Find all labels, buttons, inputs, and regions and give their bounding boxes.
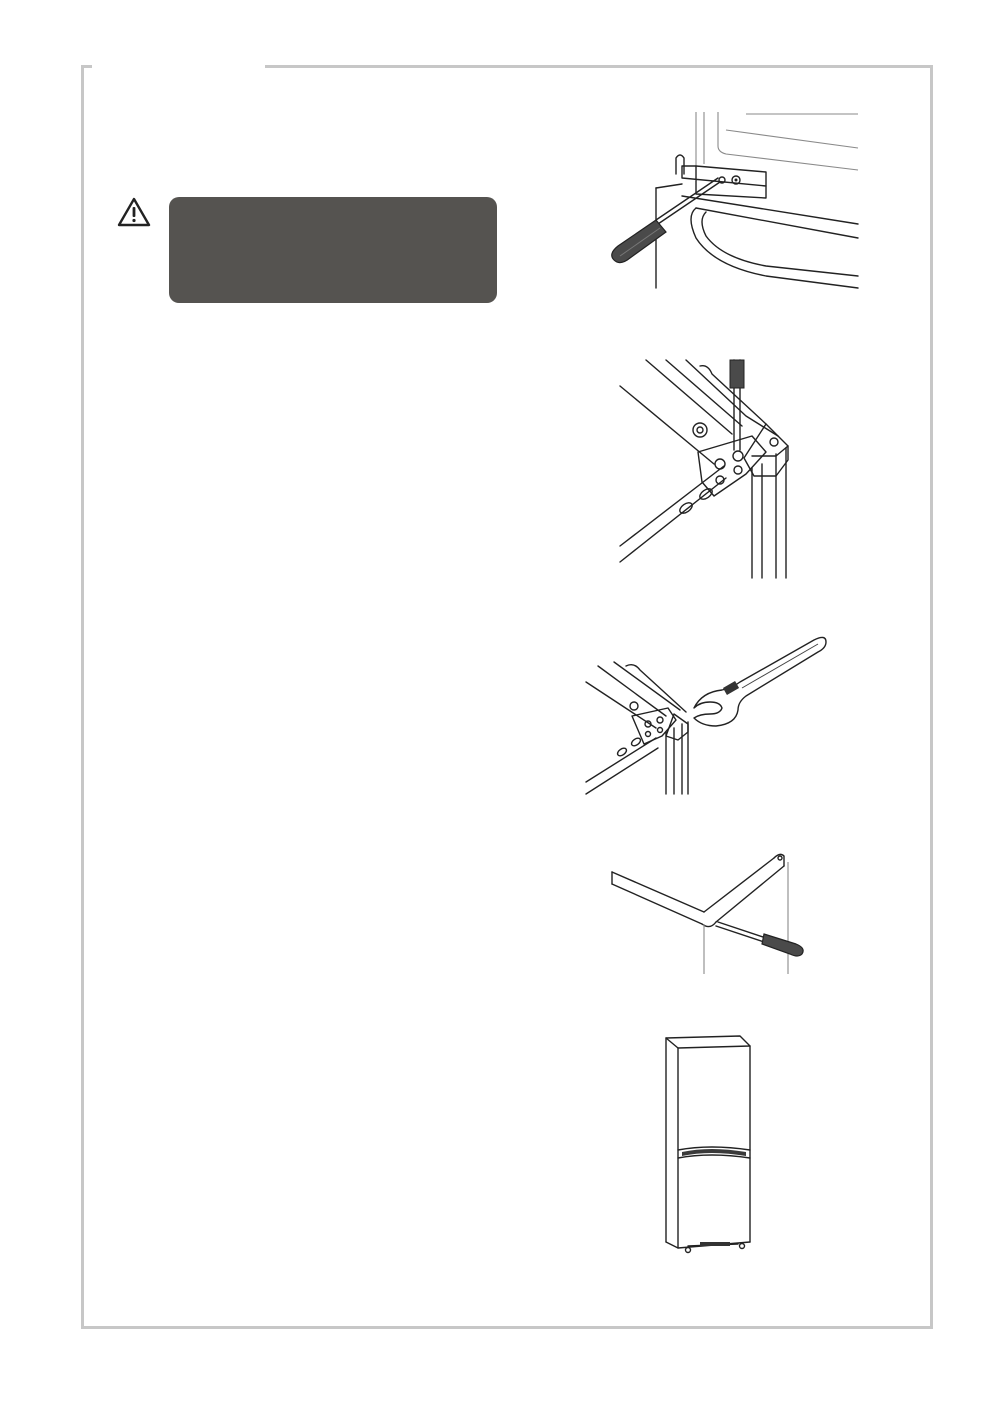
illustration-step-3-wrench-hinge-pin [582, 632, 832, 797]
illustration-step-5-fridge-freezer-assembled [660, 1032, 760, 1262]
warning-callout-box [169, 197, 497, 303]
warning-triangle-icon [116, 196, 152, 228]
illustration-step-4-screwdriver-door-corner [606, 850, 806, 978]
illustration-step-1-screwdriver-top-hinge [596, 108, 866, 298]
header-tab-gap [92, 62, 265, 70]
illustration-step-2-screwdriver-hinge-bracket [616, 356, 796, 581]
